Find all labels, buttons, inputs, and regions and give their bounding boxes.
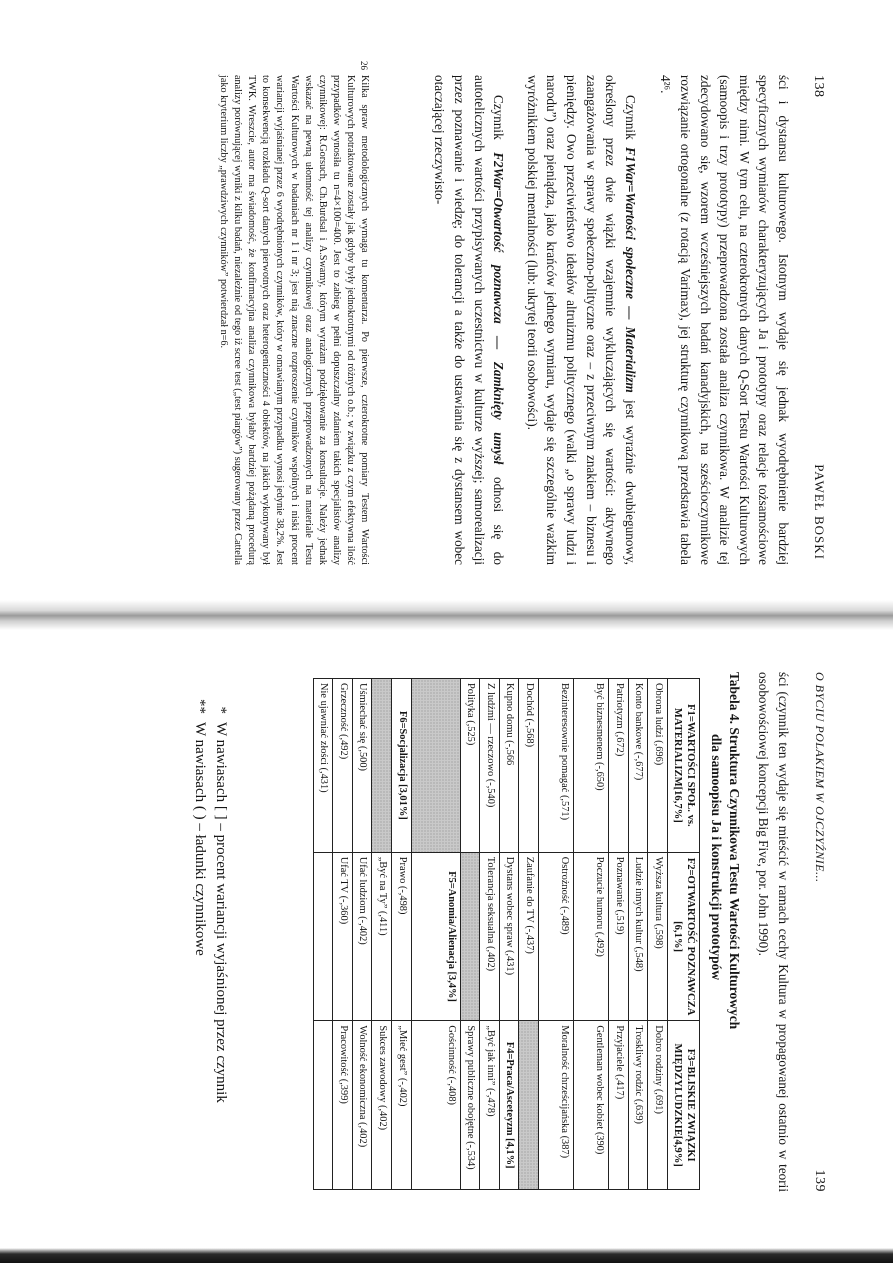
- table-row: [519, 679, 539, 1190]
- table-cell: „Być na Ty” (,411): [372, 852, 392, 1021]
- left-running-head: [807, 75, 827, 560]
- paragraph-body: odnosi się do autotelicznych wartości przypisywanych uczestnictwu w kulturze wyższej; samorealizacji przez poznawanie i wiedzę; do tolerancji a także do ustawiania się z dystansem wobec otaczającej rzeczywisto-: [432, 75, 507, 565]
- table-row: [539, 679, 574, 1190]
- table-cell: Grzeczność (,492): [333, 679, 353, 853]
- table-cell: Pracowitość (,399): [333, 1021, 353, 1190]
- table-cell: Poznawanie (,519): [609, 852, 629, 1021]
- factor-label-f6: F6=Socjalizacja [3,01%]: [392, 679, 412, 853]
- note-text: W nawiasach ( ) – ładunki czynnikowe: [192, 722, 208, 956]
- table-cell: Dochód (-,568): [519, 679, 539, 853]
- table-cell: Uśmiechać się (,500): [352, 679, 372, 853]
- table-row: [333, 679, 353, 1190]
- factor-structure-table: [313, 678, 700, 1190]
- table-row: [313, 679, 333, 1190]
- factor-term-f2: F2War=Otwartość poznawcza — Zamknięty umysł: [491, 152, 507, 465]
- table-cell: Polityka (,525): [460, 679, 480, 853]
- table-cell: Moralność chrześcijańska (387): [539, 1021, 574, 1190]
- right-page: [0, 632, 893, 1248]
- table-cell: [313, 1021, 333, 1190]
- table-row: [574, 679, 609, 1190]
- table-row: [499, 679, 519, 1190]
- shaded-cell: [519, 1021, 539, 1190]
- shaded-cell: [460, 852, 480, 1021]
- paragraph-f1: [522, 75, 640, 565]
- left-page: [0, 0, 893, 600]
- table-row: [460, 679, 480, 1190]
- table-cell: Z ludźmi — rzeczowo (-,540): [480, 679, 500, 853]
- shaded-cell: [372, 679, 392, 853]
- table-cell: Sukces zawodowy (,402): [372, 1021, 392, 1190]
- book-gutter: [0, 600, 893, 630]
- table-note: [210, 692, 231, 1212]
- paragraph-lead: Czynnik: [491, 95, 507, 153]
- table-cell: Obrona ludzi (,696): [648, 679, 668, 853]
- factor-label-f5: F5=Anomia/Alienacja [3,4%]: [411, 852, 460, 1021]
- table-cell: Ufać ludziom (-,402): [352, 852, 372, 1021]
- table-caption-main: Tabela 4. Struktura Czynnikowa Testu Wartości Kulturowych: [727, 672, 742, 1030]
- left-page-number: 138: [811, 75, 826, 98]
- table-header-row: [667, 679, 699, 1190]
- table-cell: Bezinteresownie pomagać (,571): [539, 679, 574, 853]
- column-header-f2: F2=OTWARTOŚĆ POZNAWCZA [6,1%]: [667, 852, 699, 1021]
- right-page-number: 139: [812, 1169, 827, 1192]
- table-cell: [313, 852, 333, 1021]
- factor-term-f1: F1War=Wartości społeczne — Materializm: [622, 146, 638, 393]
- table-cell: Prawo (-,498): [392, 852, 412, 1021]
- scan-edge-shadow: [0, 1248, 893, 1263]
- column-header-f1: F1=WARTOŚCI SPOŁ. vs. MATERIALIZM[16,7%]: [667, 679, 699, 853]
- note-marker: *: [213, 706, 229, 714]
- left-body-text: [416, 75, 793, 565]
- table-cell: Gentleman wobec kobiet (390): [574, 1021, 609, 1190]
- table-cell: Nie ujawniać złości (,431): [313, 679, 333, 853]
- right-intro-text: ści (czynnik ten wydaje się mieścić w ramach cechy Kultura w propagowanej ostatnio w teorii osobowościowej koncepcji Big Five, por. John 1990).: [756, 672, 791, 1192]
- right-running-head: [807, 672, 827, 1192]
- table-cell: „Być jak inni” (-,478): [480, 1021, 500, 1190]
- table-row: [480, 679, 500, 1190]
- table-cell: Ostrożność (-,489): [539, 852, 574, 1021]
- table-cell: Patriotyzm (,672): [609, 679, 629, 853]
- table-row: [628, 679, 648, 1190]
- note-marker: **: [192, 699, 208, 714]
- table-cell: Dystans wobec spraw (,431): [499, 852, 519, 1021]
- table-cell: Być biznesmenem (-,650): [574, 679, 609, 853]
- column-header-f3: F3=BLISKIE ZWIĄZKI MIĘDZYLUDZKIE[4,9%]: [667, 1021, 699, 1190]
- table-caption: [707, 672, 743, 1192]
- footnote-26: [216, 61, 371, 565]
- running-title: O BYCIU POLAKIEM W OJCZYŹNIE...: [813, 672, 827, 883]
- table-cell: Tolerancja seksualna (,402): [480, 852, 500, 1021]
- table-cell: Ufać TV (-,360): [333, 852, 353, 1021]
- table-row: [392, 679, 412, 1190]
- table-cell: Wyższa kultura (,598): [648, 852, 668, 1021]
- factor-label-f4: F4=Praca/Asceteyzm [4,1%]: [499, 1021, 519, 1190]
- table-caption-sub: dla samoopisu Ja i konstrukcji prototypów: [709, 734, 724, 981]
- table-row: [648, 679, 668, 1190]
- table-cell: Sprawy publiczne obojętne (-,534): [460, 1021, 480, 1190]
- table-cell: Dobro rodziny (,691): [648, 1021, 668, 1190]
- table-cell: Zaufanie do TV (-,437): [519, 852, 539, 1021]
- table-row: [372, 679, 392, 1190]
- table-cell: Troskliwy rodzic (,639): [628, 1021, 648, 1190]
- shaded-cell: [411, 679, 460, 853]
- table-cell: Poczucie humoru (,492): [574, 852, 609, 1021]
- table-cell: Gościnność (-,408): [411, 1021, 460, 1190]
- table-row: [609, 679, 629, 1190]
- table-row: [352, 679, 372, 1190]
- table-cell: Ludzie innych kultur (,548): [628, 852, 648, 1021]
- table-cell: Wolność ekonomiczna (,402): [352, 1021, 372, 1190]
- footnote-marker: 26: [359, 61, 369, 70]
- note-text: W nawiasach [ ] – procent wariancji wyjaśnionej przez czynnik: [213, 722, 229, 1103]
- paragraph-body: jest wyraźnie dwubiegunowy, określony przez dwie wiązki wzajemnie wykluczających się wartości: aktywnego zaangażowania w sprawy społeczno-polityczne oraz – z przeciwnym znakiem – biznesu i pieniędzy. Owo przeciwieństwo ideałów altruizmu politycznego (walki „o sprawy ludzi i narodu”) oraz pieniądza, jako krańców jednego wymiaru, wydaje się szczególnie ważkim wyróżnikiem polskiej mentalności (lub: ukrytej teorii osobowości).: [524, 75, 638, 565]
- paragraph: ści i dystansu kulturowego. Istotnym wydaje się jednak wyodrębnienie bardziej specyficznych wymiarów charakteryzujących Ja i prototypy oraz relacje tożsamościowe między nimi. W tym celu, na czterokrotnych danych Q-Sort Testu Wartości Kulturowych (samoopis i trzy prototypy) przeprowadzona została analiza czynnikowa. W analizie tej zdecydowano się, wzorem wcześniejszych badań kanadyjskich, na sześcioczynnikowe rozwiązanie ortogonalne (z rotacją Varimax), jej strukturę czynnikową przedstawia tabela 4²⁶.: [658, 75, 791, 565]
- table-note: [189, 692, 210, 1212]
- paragraph-lead: Czynnik: [622, 95, 638, 147]
- table-cell: Kupno domu (-,566: [499, 679, 519, 853]
- table-cell: Konto bankowe (-,677): [628, 679, 648, 853]
- paragraph-f2: [430, 75, 508, 565]
- table-cell: „Mieć gest” (-,402): [392, 1021, 412, 1190]
- footnote-text: Kilka spraw metodologicznych wymaga tu komentarza. Po pierwsze, czterokrotne pomiary Testem Wartości Kulturowych potraktowane zostały jak gdyby były jednokrotnymi od różnych o.b.; w związku z czym efektywna ilość przypadków wynosiła tu n=4×100=400. Jest to zabieg w pełni dopuszczalny zdaniem takich specjalistów analizy czynnikowej: R.Gorsuch, Ch.Burdsal i A.Swamy, którym wyrażam podziękowanie za konsultacje. Należy jednak wskazać na pewną ułomność tej analizy czynnikowej oraz analogicznych przeprowadzonych na materiale Testu Wartości Kulturowych w badaniach nr 1 i nr 3; jest nią znaczne rozproszenie czynników wspólnych i niski procent wariancji wyjaśnianej przez 6 wyodrębnionych czynników, który w omawianym przypadku wynosi jedynie 38,2%. Jest to konsekwencją rozkładu Q-sort danych pierwotnych oraz heterogeniczności 4 obiektów, na jakich wykonywany był TWK. Wreszcie, autor ma świadomość, że konfirmacyjna analiza czynnikowa byłaby bardziej pożądaną procedurą analizy porównującej wyniki z kilku badań, niezależnie od tego iż scree test („test piargów”) sugerowany przez Cattella jako kryterium liczby „prawdziwych czynników” potwierdzał n=6.: [218, 75, 370, 565]
- table-row: [411, 679, 460, 1190]
- table-notes: [189, 692, 231, 1212]
- table-cell: Przyjaciele (,417): [609, 1021, 629, 1190]
- running-author: PAWEŁ BOSKI: [812, 464, 827, 560]
